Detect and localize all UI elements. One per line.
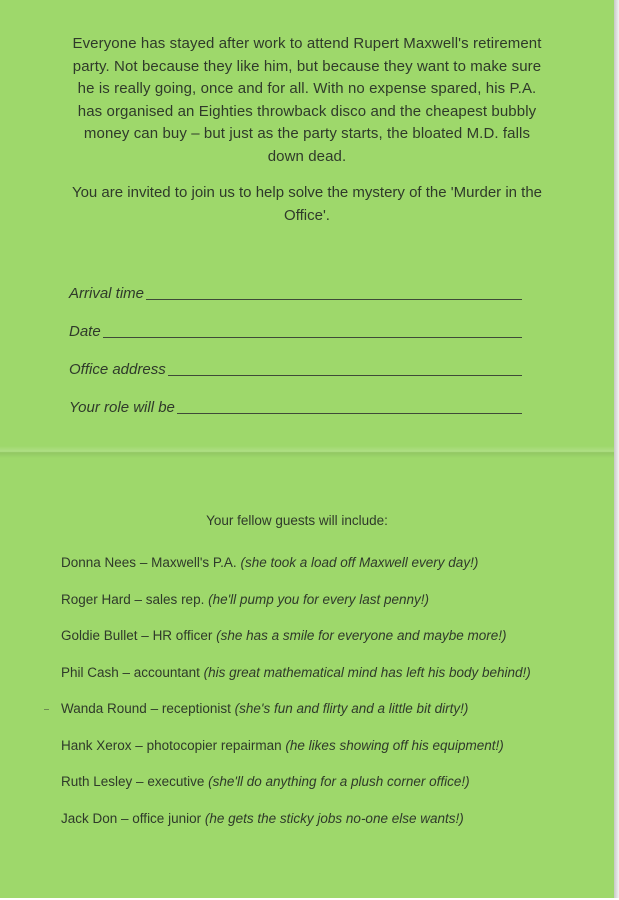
guest-name: Phil Cash [61, 664, 119, 680]
guest-joke: (she'll do anything for a plush corner office!) [208, 774, 470, 789]
guest-name: Ruth Lesley [61, 774, 133, 789]
guests-heading: Your fellow guests will include: [206, 513, 388, 528]
guest-name: Wanda Round [61, 701, 147, 716]
guest-joke: (she took a load off Maxwell every day!) [240, 555, 479, 570]
fill-in-line [168, 375, 522, 376]
guest-name: Donna Nees [61, 555, 137, 570]
fill-in-line [146, 299, 522, 300]
guest-joke: (his great mathematical mind has left his body behind!) [203, 664, 531, 680]
guest-role: accountant [133, 664, 200, 680]
guest-item: Hank Xerox – photocopier repairman (he likes showing off his equipment!) [61, 737, 504, 753]
guest-item: Roger Hard – sales rep. (he'll pump you for every last penny!) [61, 591, 430, 607]
guest-item: Jack Don – office junior (he gets the sticky jobs no-one else wants!) [61, 810, 464, 826]
paper-fold-crease [0, 446, 614, 458]
guest-item: Wanda Round – receptionist (she's fun and flirty and a little bit dirty!) [61, 701, 469, 716]
fill-in-line [103, 337, 522, 338]
guest-joke: (she's fun and flirty and a little bit dirty!) [234, 701, 469, 716]
field-label-arrival-time: Arrival time [69, 285, 145, 302]
role-field [69, 380, 522, 418]
guest-name: Hank Xerox [61, 737, 132, 753]
field-label-role: Your role will be [69, 399, 175, 416]
field-label-date: Date [69, 323, 101, 340]
invitation-paragraph: You are invited to join us to help solve the mystery of the 'Murder in the Office'. [71, 184, 543, 224]
guest-name: Jack Don [61, 810, 118, 826]
guest-name: Roger Hard [61, 591, 131, 607]
guest-joke: (he gets the sticky jobs no-one else wants!) [204, 810, 464, 826]
guest-role: photocopier repairman [146, 737, 282, 753]
guest-item: Donna Nees – Maxwell's P.A. (she took a load off Maxwell every day!) [61, 555, 479, 570]
guest-role: HR officer [152, 628, 213, 643]
guest-role: receptionist [161, 701, 231, 716]
details-fields [69, 266, 522, 418]
arrival-time-field [69, 266, 522, 304]
guest-role: Maxwell's P.A. [151, 555, 237, 570]
guest-joke: (she has a smile for everyone and maybe more!) [216, 628, 507, 643]
guest-role: sales rep. [145, 591, 205, 607]
office-address-field [69, 342, 522, 380]
date-field [69, 304, 522, 342]
guest-joke: (he'll pump you for every last penny!) [208, 591, 430, 607]
guest-item: Ruth Lesley – executive (she'll do anything for a plush corner office!) [61, 774, 470, 789]
stray-mark [44, 709, 49, 710]
guest-role: office junior [132, 810, 202, 826]
story-paragraph: Everyone has stayed after work to attend Rupert Maxwell's retirement party. Not because they like him, but because they want to make sure he is really going, once and for all. With no expense spared, his P.A. has organised an Eighties throwback disco and the cheapest bubbly money can buy – but just as the party starts, the bloated M.D. falls down dead. [72, 35, 542, 165]
guest-role: executive [147, 774, 205, 789]
guest-item: Goldie Bullet – HR officer (she has a smile for everyone and maybe more!) [61, 628, 507, 643]
guest-name: Goldie Bullet [61, 628, 138, 643]
guest-list [61, 553, 591, 845]
fill-in-line [177, 413, 522, 414]
guest-item: Phil Cash – accountant (his great mathematical mind has left his body behind!) [61, 664, 531, 680]
paper-edge-shadow [614, 0, 619, 898]
field-label-office-address: Office address [69, 361, 166, 378]
guest-joke: (he likes showing off his equipment!) [285, 737, 504, 753]
